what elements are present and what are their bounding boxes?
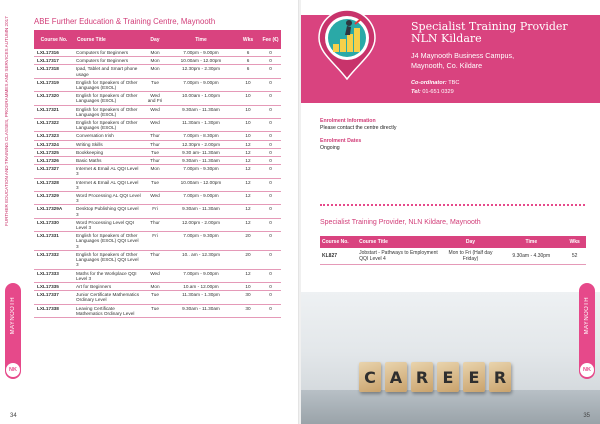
fee-cell: 0 [260,148,281,156]
course-title-cell: Bookkeeping [74,148,144,156]
course-no-cell: LXL17324 [34,140,74,148]
provider-name-line2: NLN Kildare [411,32,482,45]
course-title-cell: English for Speakers of Other Languages (ESOL) [74,119,144,132]
day-cell: Wed [144,192,166,205]
col-fee: Fee (€) [260,30,281,49]
course-title-cell: Internet & Email AL QQI Level 3 [74,178,144,191]
time-cell: 9.30am - 11.30am [166,157,236,165]
enrolment-dates-heading: Enrolment Dates [320,138,362,144]
time-cell: 9.30am - 4.30pm [499,248,563,265]
time-cell: 9.30am - 11.30am [166,205,236,218]
course-no-cell: LXL17316 [34,49,74,57]
coordinator-value: TBC [448,80,460,86]
course-title-cell: Art for Beginners [74,282,144,290]
course-title-cell: Basic Maths [74,157,144,165]
course-table-left [34,30,281,318]
col-time: Time [499,236,563,248]
course-no-cell: LXL17329A [34,205,74,218]
course-no-cell: LXL17332 [34,250,74,269]
course-table-right [320,236,586,265]
weeks-cell: 30 [236,304,260,317]
weeks-cell: 12 [236,269,260,282]
course-no-cell: LXL17326 [34,157,74,165]
fee-cell: 0 [260,291,281,304]
day-cell: Tue [144,291,166,304]
enrolment-dates-text: Ongoing [320,145,340,151]
course-title-cell: English for Speakers of Other Languages (ESOL) [74,78,144,91]
course-title-cell: Word Processing Level QQI Level 3 [74,218,144,231]
course-no-cell: LXL17317 [34,57,74,65]
fee-cell: 0 [260,140,281,148]
fee-cell: 0 [260,92,281,105]
table-row [34,92,281,105]
time-cell: 7.00pm - 9.00pm [166,192,236,205]
weeks-cell: 6 [236,49,260,57]
career-photo [301,292,600,424]
fee-cell: 0 [260,119,281,132]
weeks-cell: 10 [236,92,260,105]
course-no-cell: LXL17323 [34,132,74,140]
course-no-cell: LXL17321 [34,105,74,118]
fee-cell: 0 [260,157,281,165]
time-cell: 7.00pm - 9.30pm [166,165,236,178]
table-row [34,49,281,57]
letter-block: A [385,362,407,392]
centre-title: ABE Further Education & Training Centre, Maynooth [34,17,216,26]
day-cell: Mon [144,65,166,78]
course-title-cell: English for Speakers of Other Languages (ESOL) [74,105,144,118]
section-tab-left [5,283,21,379]
letter-block: R [411,362,433,392]
col-course-title: Course Title [74,30,144,49]
fee-cell: 0 [260,65,281,78]
day-cell: Thur [144,250,166,269]
table-row [34,57,281,65]
time-cell: 11.30am - 1.30pm [166,291,236,304]
course-title-cell: Computers for Beginners [74,49,144,57]
table-row [34,232,281,251]
day-cell: Wed [144,269,166,282]
course-no-cell: LXL17327 [34,165,74,178]
col-wks: Wks [563,236,586,248]
weeks-cell: 20 [236,250,260,269]
table-row [34,282,281,290]
course-no-cell: LXL17335 [34,282,74,290]
table-row [34,140,281,148]
tab-label: MAYNOOTH [584,297,590,335]
weeks-cell: 6 [236,65,260,78]
time-cell: 10.00am - 12.00pm [166,57,236,65]
day-cell: Tue [144,148,166,156]
table-row [34,105,281,118]
tel-label: Tel: [411,89,421,95]
weeks-cell: 12 [236,205,260,218]
weeks-cell: 12 [236,178,260,191]
time-cell: 7.00pm - 9.00pm [166,78,236,91]
col-course-no: Course No. [34,30,74,49]
time-cell: 12.30pm - 2.30pm [166,65,236,78]
table-row [34,78,281,91]
fee-cell: 0 [260,57,281,65]
day-cell: Wed [144,119,166,132]
fee-cell: 0 [260,132,281,140]
weeks-cell: 10 [236,105,260,118]
course-title-cell: Ipad, Tablet and Smart phone usage [74,65,144,78]
side-running-title: FURTHER EDUCATION AND TRAINING CLASSES, PROGRAMMES AND SERVICES AUTUMN 2017 [4,16,9,226]
course-title-cell: Jobstart - Pathways to Employment QQI Level 4 [357,248,442,265]
tel-value: 01-651 0329 [422,89,454,95]
section-tab-right [579,283,595,379]
fee-cell: 0 [260,250,281,269]
day-cell: Mon [144,165,166,178]
provider-name [411,21,568,45]
time-cell: 7.00pm - 8.30pm [166,132,236,140]
col-course-no: Course No. [320,236,357,248]
tab-badge: NK [6,363,20,377]
time-cell: 7.00pm - 9.00pm [166,49,236,57]
fee-cell: 0 [260,165,281,178]
day-cell: Mon [144,57,166,65]
day-cell: Mon [144,282,166,290]
time-cell: 10.am - 12.00pm [166,282,236,290]
day-cell: Thur [144,132,166,140]
course-no-cell: LXL17330 [34,218,74,231]
time-cell: 7.00pm - 9.00pm [166,269,236,282]
enrolment-info-heading: Enrolment Information [320,118,376,124]
coordinator-line [411,80,459,86]
table-row [34,157,281,165]
table-row [34,65,281,78]
course-title-cell: English for Speakers of Other Languages (ESOL) QQI Level 3 [74,232,144,251]
course-no-cell: LXL17325 [34,148,74,156]
time-cell: 11.30am - 1.30pm [166,119,236,132]
day-cell: Tue [144,178,166,191]
course-title-cell: Conversation Irish [74,132,144,140]
day-cell: Mon to Fri (Half day Friday) [442,248,500,265]
letter-block: R [489,362,511,392]
day-cell: Tue [144,304,166,317]
time-cell: 10.00am - 1.00pm [166,92,236,105]
address-line1: J4 Maynooth Business Campus, [411,51,515,60]
course-no-cell: LXL17319 [34,78,74,91]
course-title-cell: Computers for Beginners [74,57,144,65]
table-row [34,148,281,156]
weeks-cell: 12 [236,157,260,165]
course-no-cell: LXL17320 [34,92,74,105]
day-cell: Wed and Fri [144,92,166,105]
course-title-cell: Junior Certificate Mathematics Ordinary Level [74,291,144,304]
course-title-cell: Desktop Publishing QQI Level 3 [74,205,144,218]
day-cell: Fri [144,205,166,218]
fee-cell: 0 [260,178,281,191]
weeks-cell: 12 [236,218,260,231]
time-cell: 9.30am - 11.30am [166,304,236,317]
col-course-title: Course Title [357,236,442,248]
weeks-cell: 10 [236,78,260,91]
letter-block: C [359,362,381,392]
fee-cell: 0 [260,192,281,205]
section-title: Specialist Training Provider, NLN Kildare, Maynooth [320,219,481,226]
weeks-cell: 6 [236,57,260,65]
time-cell: 12.30pm - 2.00pm [166,140,236,148]
table-row [34,269,281,282]
course-no-cell: LXL17328 [34,178,74,191]
course-no-cell: LXL17318 [34,65,74,78]
fee-cell: 0 [260,218,281,231]
fee-cell: 0 [260,282,281,290]
table-row [34,132,281,140]
fee-cell: 0 [260,205,281,218]
course-title-cell: Leaving Certificate Mathematics Ordinary Level [74,304,144,317]
table-row [34,178,281,191]
weeks-cell: 10 [236,282,260,290]
time-cell: 7.00pm - 9.30pm [166,232,236,251]
telephone-line [411,89,454,95]
course-title-cell: English for Speakers of Other Languages (ESOL) QQI Level 3 [74,250,144,269]
course-title-cell: Writing Skills [74,140,144,148]
table-row [34,218,281,231]
course-no-cell: LXL17333 [34,269,74,282]
fee-cell: 0 [260,105,281,118]
course-no-cell: LXL17337 [34,291,74,304]
weeks-cell: 20 [236,232,260,251]
fee-cell: 0 [260,304,281,317]
col-wks: Wks [236,30,260,49]
course-no-cell: LXL17338 [34,304,74,317]
letter-block: E [437,362,459,392]
weeks-cell: 12 [236,192,260,205]
time-cell: 10.00am - 12.00pm [166,178,236,191]
day-cell: Tue [144,78,166,91]
letter-block: E [463,362,485,392]
col-day: Day [144,30,166,49]
course-no-cell: LXL17322 [34,119,74,132]
dotted-divider [320,204,585,206]
left-page [0,0,299,424]
tab-label: MAYNOOTH [10,297,16,335]
page-number: 35 [583,413,590,419]
course-no-cell: LXL17329 [34,192,74,205]
day-cell: Thur [144,218,166,231]
course-no-cell: KL827 [320,248,357,265]
table-row [34,192,281,205]
time-cell: 9.30am - 11.30am [166,105,236,118]
weeks-cell: 10 [236,119,260,132]
course-title-cell: Internet & Email AL QQI Level 3 [74,165,144,178]
col-day: Day [442,236,500,248]
weeks-cell: 12 [236,140,260,148]
location-pin-icon [315,8,379,80]
day-cell: Wed [144,105,166,118]
day-cell: Mon [144,49,166,57]
course-title-cell: Maths for the Workplace QQI Level 3 [74,269,144,282]
weeks-cell: 30 [236,291,260,304]
photo-table-surface [301,390,600,424]
fee-cell: 0 [260,232,281,251]
fee-cell: 0 [260,269,281,282]
day-cell: Fri [144,232,166,251]
weeks-cell: 12 [236,165,260,178]
time-cell: 12.00pm - 2.00pm [166,218,236,231]
page-number: 34 [10,413,17,419]
table-row [34,119,281,132]
fee-cell: 0 [260,78,281,91]
fee-cell: 0 [260,49,281,57]
table-row [34,205,281,218]
course-title-cell: Word Processing AL QQI Level 3 [74,192,144,205]
weeks-cell: 52 [563,248,586,265]
day-cell: Thur [144,140,166,148]
table-row [34,291,281,304]
weeks-cell: 10 [236,132,260,140]
time-cell: 9.30 am- 11.30am [166,148,236,156]
provider-name-line1: Specialist Training Provider [411,20,568,33]
tab-badge: NK [580,363,594,377]
col-time: Time [166,30,236,49]
enrolment-info-text: Please contact the centre directly [320,125,397,131]
weeks-cell: 12 [236,148,260,156]
table-row [34,250,281,269]
table-row [34,304,281,317]
coordinator-label: Co-ordinator: [411,80,447,86]
table-row [34,165,281,178]
table-row [320,248,586,265]
day-cell: Thur [144,157,166,165]
course-title-cell: English for Speakers of Other Languages (ESOL) [74,92,144,105]
address-line2: Maynooth, Co. Kildare [411,61,483,70]
provider-address [411,51,514,71]
time-cell: 10.. am - 12.30pm [166,250,236,269]
course-no-cell: LXL17331 [34,232,74,251]
right-page [301,0,600,424]
